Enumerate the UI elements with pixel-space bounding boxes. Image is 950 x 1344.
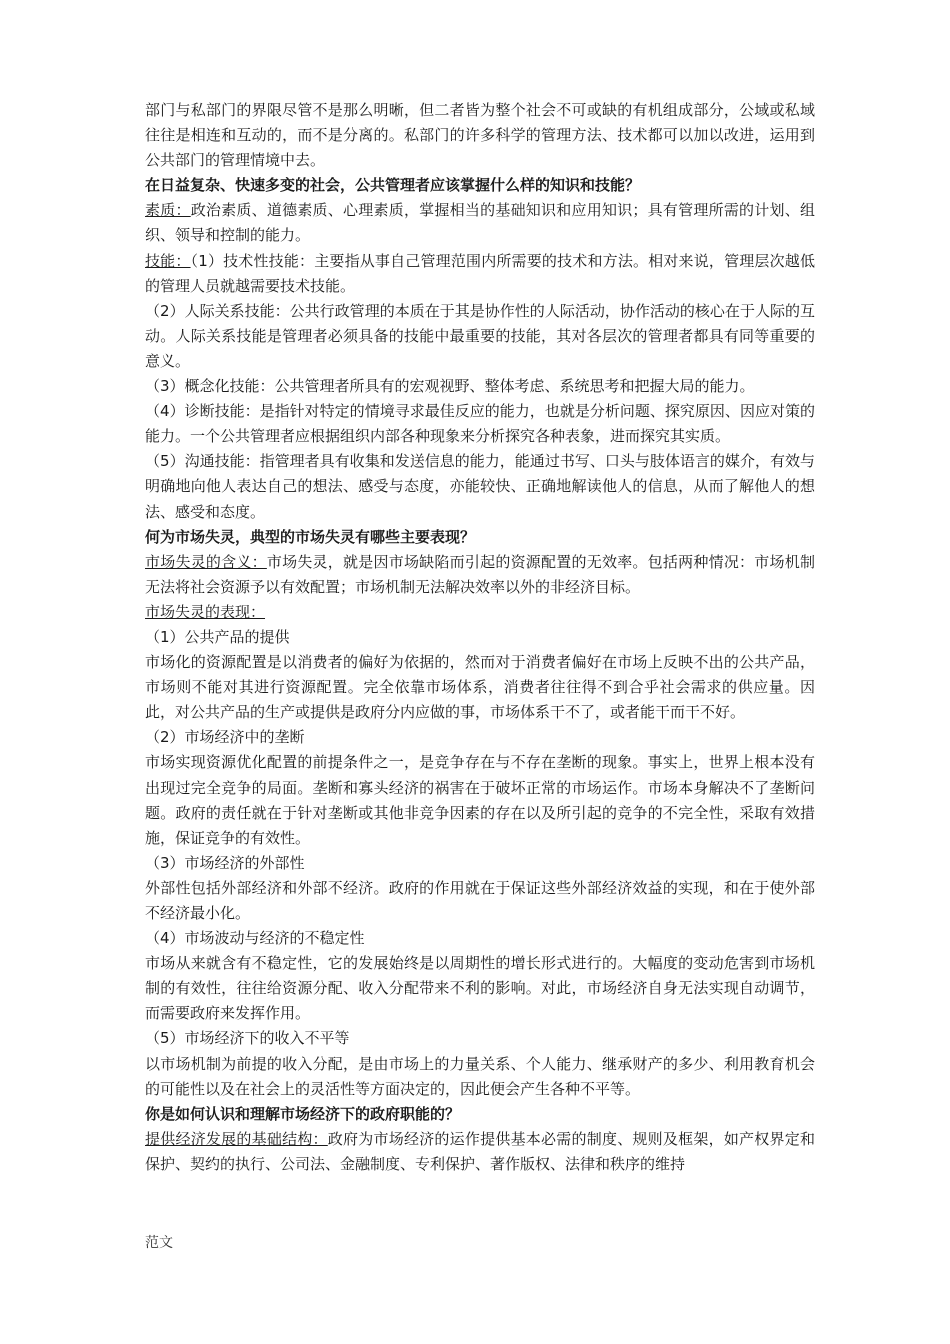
paragraph — [145, 650, 815, 725]
paragraph-text: 市场实现资源优化配置的前提条件之一，是竞争存在与不存在垄断的现象。事实上，世界上根本没有出现过完全竞争的局面。垄断和寡头经济的祸害在于破坏正常的市场运作。市场本身解决不了垄断问题。政府的责任就在于针对垄断或其他非竞争因素的存在以及所引起的竞争的不完全性，采取有效措施，保证竞争的有效性。 — [145, 753, 815, 847]
paragraph — [145, 1127, 815, 1177]
paragraph — [145, 198, 815, 248]
paragraph — [145, 399, 815, 449]
paragraph — [145, 550, 815, 600]
paragraph — [145, 374, 815, 399]
paragraph — [145, 299, 815, 374]
paragraph-text: （2）人际关系技能：公共行政管理的本质在于其是协作性的人际活动，协作活动的核心在于人际的互动。人际关系技能是管理者必须具备的技能中最重要的技能，其对各层次的管理者都具有同等重要的意义。 — [145, 301, 815, 370]
paragraph-text: （4）市场波动与经济的不稳定性 — [145, 929, 365, 948]
paragraph — [145, 876, 815, 926]
paragraph-label: 市场失灵的表现： — [145, 602, 266, 621]
paragraph-text: （1）技术性技能：主要指从事自己管理范围内所需要的技术和方法。相对来说，管理层次越低的管理人员就越需要技术技能。 — [145, 251, 815, 295]
paragraph — [145, 625, 815, 650]
paragraph-label: 素质： — [145, 201, 191, 220]
paragraph — [145, 1026, 815, 1051]
paragraph — [145, 98, 815, 173]
paragraph-text: 以市场机制为前提的收入分配，是由市场上的力量关系、个人能力、继承财产的多少、利用教育机会的可能性以及在社会上的灵活性等方面决定的，因此便会产生各种不平等。 — [145, 1054, 815, 1098]
paragraph-text: 外部性包括外部经济和外部不经济。政府的作用就在于保证这些外部经济效益的实现，和在于使外部不经济最小化。 — [145, 878, 815, 922]
paragraph-text: （5）沟通技能：指管理者具有收集和发送信息的能力，能通过书写、口头与肢体语言的媒介，有效与明确地向他人表达自己的想法、感受与态度，亦能较快、正确地解读他人的信息，从而了解他人的想法、感受和态度。 — [145, 452, 815, 521]
paragraph-text: 部门与私部门的界限尽管不是那么明晰，但二者皆为整个社会不可或缺的有机组成部分，公域或私域往往是相连和互动的，而不是分离的。私部门的许多科学的管理方法、技术都可以加以改进，运用到公共部门的管理情境中去。 — [145, 101, 815, 170]
paragraph-text: 市场失灵，就是因市场缺陷而引起的资源配置的无效率。包括两种情况：市场机制无法将社会资源予以有效配置；市场机制无法解决效率以外的非经济目标。 — [145, 552, 815, 596]
paragraph-text: 在日益复杂、快速多变的社会，公共管理者应该掌握什么样的知识和技能？ — [145, 176, 641, 195]
paragraph-text: （3）市场经济的外部性 — [145, 853, 305, 872]
paragraph — [145, 851, 815, 876]
paragraph — [145, 926, 815, 951]
paragraph-text: 政治素质、道德素质、心理素质，掌握相当的基础知识和应用知识；具有管理所需的计划、组织、领导和控制的能力。 — [145, 201, 815, 245]
paragraph-label: 市场失灵的含义： — [145, 552, 267, 571]
paragraph-text: （1）公共产品的提供 — [145, 627, 290, 646]
question-heading — [145, 1102, 815, 1127]
paragraph-text: 政府为市场经济的运作提供基本必需的制度、规则及框架，如产权界定和保护、契约的执行、公司法、金融制度、专利保护、著作版权、法律和秩序的维持 — [145, 1129, 815, 1173]
paragraph-label: 技能： — [145, 251, 191, 270]
paragraph — [145, 600, 815, 625]
paragraph — [145, 1052, 815, 1102]
document-body — [145, 98, 815, 1177]
paragraph-text: 何为市场失灵，典型的市场失灵有哪些主要表现？ — [145, 527, 476, 546]
paragraph-text: （5）市场经济下的收入不平等 — [145, 1029, 350, 1048]
paragraph — [145, 449, 815, 524]
paragraph-text: （2）市场经济中的垄断 — [145, 728, 305, 747]
paragraph — [145, 725, 815, 750]
paragraph — [145, 249, 815, 299]
question-heading — [145, 173, 815, 198]
page-footer: 范文 — [145, 1235, 173, 1251]
paragraph — [145, 951, 815, 1026]
paragraph-text: 市场化的资源配置是以消费者的偏好为依据的，然而对于消费者偏好在市场上反映不出的公共产品，市场则不能对其进行资源配置。完全依靠市场体系，消费者往往得不到合乎社会需求的供应量。因此，对公共产品的生产或提供是政府分内应做的事，市场体系干不了，或者能干而干不好。 — [145, 653, 815, 722]
paragraph-label: 提供经济发展的基础结构： — [145, 1129, 328, 1148]
question-heading — [145, 525, 815, 550]
paragraph-text: （4）诊断技能：是指针对特定的情境寻求最佳反应的能力，也就是分析问题、探究原因、因应对策的能力。一个公共管理者应根据组织内部各种现象来分析探究各种表象，进而探究其实质。 — [145, 402, 815, 446]
paragraph — [145, 750, 815, 850]
paragraph-text: （3）概念化技能：公共管理者所具有的宏观视野、整体考虑、系统思考和把握大局的能力。 — [145, 377, 755, 396]
paragraph-text: 你是如何认识和理解市场经济下的政府职能的？ — [145, 1104, 461, 1123]
paragraph-text: 市场从来就含有不稳定性，它的发展始终是以周期性的增长形式进行的。大幅度的变动危害到市场机制的有效性，往往给资源分配、收入分配带来不利的影响。对此，市场经济自身无法实现自动调节，而需要政府来发挥作用。 — [145, 954, 815, 1023]
